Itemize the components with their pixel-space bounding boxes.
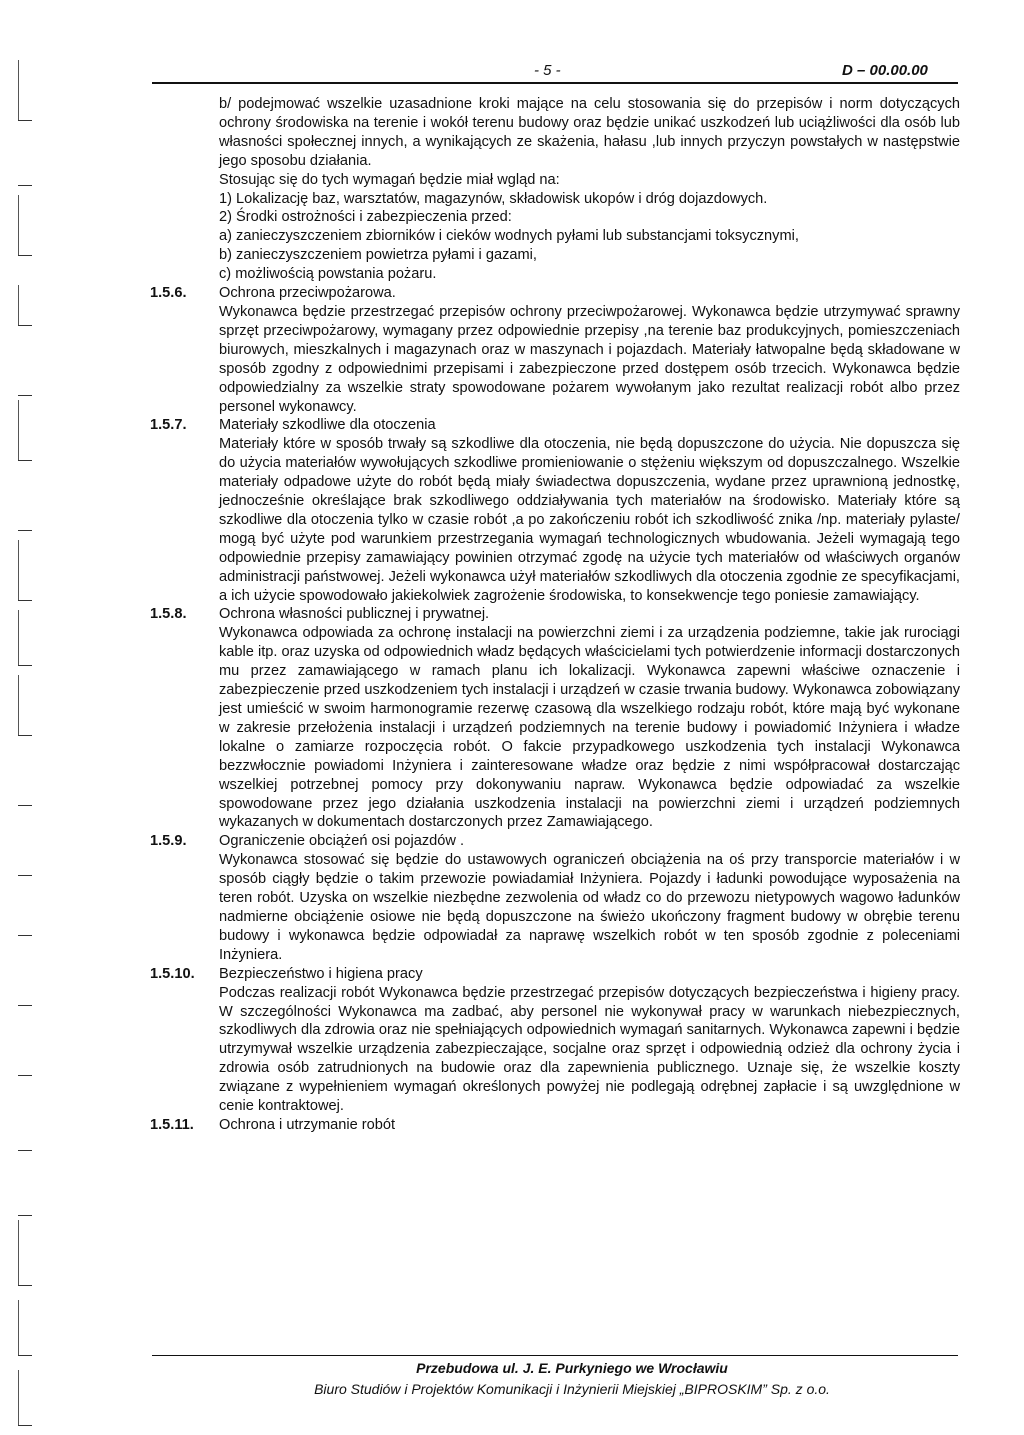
binding-mark (18, 395, 32, 396)
section-text: Wykonawca będzie przestrzegać przepisów ochrony przeciwpożarowej. Wykonawca będzie utrzymywać sprawny sprzęt przeciwpożarowy, wymagany przez odpowiednie przepisy ,na terenie baz produkcyjnych, pomieszczeniach biurowych, mieszkalnych i magazynach oraz w maszynach i pojazdach. Materiały łatwopalne będą składowane w sposób zgodny z odpowiednimi przepisami i zabezpieczone przed dostępem osób trzecich. Wykonawca będzie odpowiedzialny za wszelkie straty spowodowane pożarem wywołanym jako rezultat realizacji robót albo przez personel wykonawcy. (219, 303, 960, 415)
intro-paragraph: b/ podejmować wszelkie uzasadnione kroki mające na celu stosowania się do przepisów i norm dotyczących ochrony środowiska na terenie i wokół terenu budowy oraz będzie unikać uszkodzeń lub uciążliwości dla osób lub własności społecznej innych, a wynikających ze skażenia, hałasu ,lub innych przyczyn powstałych w następstwie jego sposobu działania. (219, 96, 960, 169)
footer-project-title: Przebudowa ul. J. E. Purkyniego we Wrocławiu (416, 1360, 728, 1376)
intro-list-item: c) możliwością powstania pożaru. (219, 266, 437, 283)
section-body (150, 984, 960, 1116)
binding-mark (18, 540, 19, 600)
binding-mark (18, 665, 32, 666)
binding-mark (18, 1370, 19, 1425)
section-text: Wykonawca odpowiada za ochronę instalacji na powierzchni ziemi i za urządzenia podziemne, takie jak rurociągi kable itp. oraz uzyska od odpowiednich władz będących właścicielami tych potwierdzenie informacji dostarczonych mu przez zamawiającego w ramach planu ich lokalizacji. Wykonawca zapewni właściwe oznaczenie i zabezpieczenie przed uszkodzeniem tych instalacji i urządzeń w czasie trwania budowy. Wykonawca zobowiązany jest umieścić w swoim harmonogramie rezerwę czasową dla wszelkiego rodzaju robót, które mają być wykonane w zakresie przełożenia instalacji i urządzeń podziemnych na terenie budowy i powiadomić Inżyniera i władze lokalne o zamiarze rozpoczęcia robót. O fakcie przypadkowego uszkodzenia tych instalacji Wykonawca bezzwłocznie powiadomi Inżyniera i zainteresowane władze oraz będzie z nimi współpracował dostarczając wszelkiej potrzebnej pomocy przy dokonywaniu napraw. Wykonawca będzie odpowiadać za wszelkie spowodowane przez jego działania uszkodzenia instalacji na powierzchni ziemi i urządzeń podziemnych wykazanych w dokumentach dostarczonych przez Zamawiającego. (219, 625, 960, 831)
section-heading (150, 965, 960, 984)
binding-mark (18, 1215, 32, 1216)
section-heading (150, 605, 960, 624)
section-title: Ograniczenie obciążeń osi pojazdów . (219, 833, 464, 850)
intro-list-item: 1) Lokalizację baz, warsztatów, magazynów, składowisk ukopów i dróg dojazdowych. (219, 190, 768, 207)
section-number: 1.5.8. (150, 606, 187, 623)
binding-mark (18, 460, 32, 461)
binding-mark (18, 610, 19, 665)
binding-mark (18, 255, 32, 256)
section-title: Ochrona własności publicznej i prywatnej. (219, 606, 490, 623)
binding-mark (18, 195, 19, 255)
section-heading (150, 416, 960, 435)
binding-mark (18, 1220, 19, 1285)
intro-block (150, 95, 960, 284)
section-heading (150, 1116, 960, 1135)
binding-mark (18, 400, 19, 460)
section-title: Ochrona przeciwpożarowa. (219, 285, 396, 302)
intro-line: Stosując się do tych wymagań będzie miał wgląd na: (219, 171, 560, 188)
binding-mark (18, 600, 32, 601)
binding-mark (18, 805, 32, 806)
section-body (150, 435, 960, 605)
section-number: 1.5.7. (150, 417, 187, 434)
document-body (150, 95, 960, 1135)
section-number: 1.5.6. (150, 285, 187, 302)
section-text: Podczas realizacji robót Wykonawca będzie przestrzegać przepisów dotyczących bezpieczeństwa i higieny pracy. W szczególności Wykonawca ma zadbać, aby personel nie wykonywał pracy w warunkach niebezpiecznych, szkodliwych dla zdrowia oraz nie spełniających odpowiednich wymagań sanitarnych. Wykonawca zapewni i będzie utrzymywał wszelkie urządzenia zabezpieczające, socjalne oraz sprzęt i odpowiednią odzież dla ochrony życia i zdrowia osób zatrudnionych na budowie oraz dla zapewnienia publicznego. Uznaje się, że wszelkie koszty związane z wypełnieniem wymagań określonych powyżej nie podlegają odrębnej zapłacie i są uwzględnione w cenie kontraktowej. (219, 984, 960, 1115)
binding-mark (18, 1075, 32, 1076)
binding-mark (18, 1005, 32, 1006)
binding-mark (18, 1300, 19, 1355)
binding-mark (18, 1425, 32, 1426)
section-number: 1.5.9. (150, 833, 187, 850)
footer-company: Biuro Studiów i Projektów Komunikacji i Inżynierii Miejskiej „BIPROSKIM” Sp. z o.o. (314, 1381, 830, 1397)
section-body (150, 624, 960, 832)
section-title: Bezpieczeństwo i higiena pracy (219, 965, 423, 982)
binding-mark (18, 185, 32, 186)
binding-mark (18, 1355, 32, 1356)
binding-mark (18, 935, 32, 936)
section-body (150, 851, 960, 964)
section-number: 1.5.11. (150, 1116, 194, 1133)
intro-list-item: 2) Środki ostrożności i zabezpieczenia przed: (219, 209, 512, 226)
section-title: Ochrona i utrzymanie robót (219, 1116, 396, 1133)
binding-mark (18, 1150, 32, 1151)
section-text: Materiały które w sposób trwały są szkodliwe dla otoczenia, nie będą dopuszczone do użycia. Nie dopuszcza się do użycia materiałów wywołujących szkodliwe promieniowanie o stężeniu większym od dopuszczalnego. Wszelkie materiały odpadowe użyte do robót będą miały świadectwa dopuszczenia, wydane przez uprawnioną jednostkę, jednocześnie określające brak szkodliwego oddziaływania tych materiałów na środowisko. Materiały które są szkodliwe dla otoczenia tylko w czasie robót ,a po zakończeniu robót ich szkodliwość znika /np. materiały pylaste/ mogą być użyte pod warunkiem przestrzegania wymagań technologicznych wbudowania. Jeżeli wymagają tego odpowiednie przepisy zamawiający powinien otrzymać zgodę na użycie tych materiałów od właściwych organów administracji państwowej. Jeżeli wykonawca użył materiałów szkodliwych dla otoczenia zgodnie ze specyfikacjami, a ich użycie spowodowało jakiekolwiek zagrożenie środowiska, to konsekwencje tego poniesie zamawiający. (219, 436, 960, 604)
section-text: Wykonawca stosować się będzie do ustawowych ograniczeń obciążenia na oś przy transporcie materiałów i w sposób ciągły będzie o takim przewozie powiadamiał Inżyniera. Pojazdy i ładunki powodujące wyposażenia na teren robót. Uzyska on wszelkie niezbędne zezwolenia od władz co do przewozu nietypowych wagowo ładunków nadmierne obciążenie osiowe nie będą dopuszczone na świeżo ukończony fragment budowy w obrębie terenu budowy i wykonawca będzie odpowiadał za naprawę wszelkich robót w ten sposób zgodnie z poleceniami Inżyniera. (219, 852, 960, 963)
section-title: Materiały szkodliwe dla otoczenia (219, 417, 436, 434)
section-body (150, 303, 960, 416)
section-number: 1.5.10. (150, 965, 195, 982)
section-heading (150, 832, 960, 851)
binding-mark (18, 875, 32, 876)
document-code: D – 00.00.00 (842, 62, 928, 79)
page-number: - 5 - (534, 62, 561, 79)
binding-mark (18, 325, 32, 326)
intro-list-item: a) zanieczyszczeniem zbiorników i cieków wodnych pyłami lub substancjami toksycznymi, (219, 228, 799, 245)
binding-mark (18, 120, 32, 121)
footer-rule (152, 1355, 958, 1356)
intro-list-item: b) zanieczyszczeniem powietrza pyłami i gazami, (219, 247, 537, 264)
binding-mark (18, 1285, 32, 1286)
binding-mark (18, 735, 32, 736)
section-heading (150, 284, 960, 303)
binding-mark (18, 530, 32, 531)
binding-mark (18, 285, 19, 325)
header-rule (152, 82, 958, 84)
binding-mark (18, 60, 19, 120)
binding-mark (18, 675, 19, 735)
